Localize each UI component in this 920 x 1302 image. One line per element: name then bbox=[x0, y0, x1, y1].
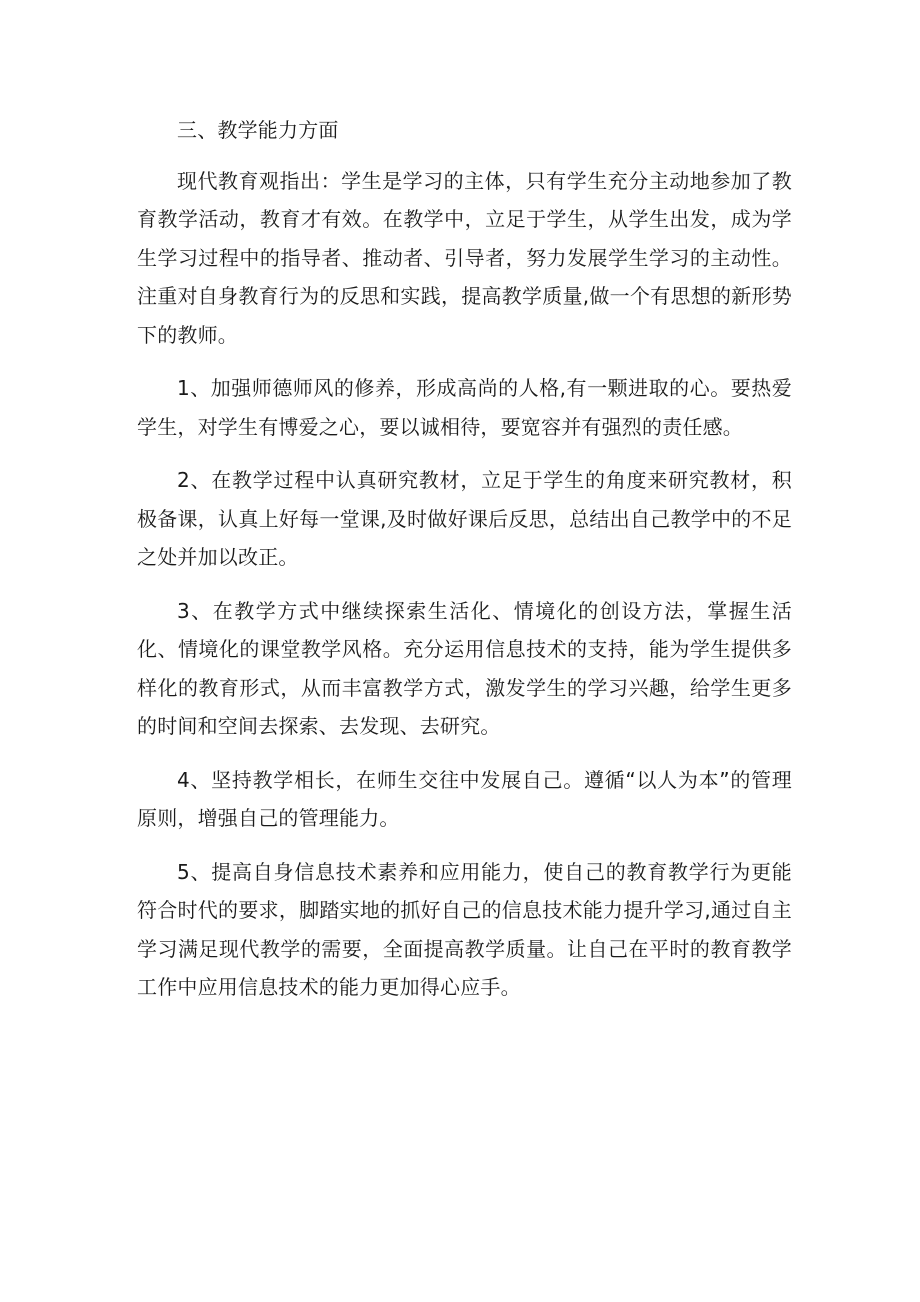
list-item-2: 2、在教学过程中认真研究教材，立足于学生的角度来研究教材，积极备课，认真上好每一堂课,及时做好课后反思，总结出自己教学中的不足之处并加以改正。 bbox=[137, 468, 792, 569]
intro-paragraph: 现代教育观指出：学生是学习的主体，只有学生充分主动地参加了教育教学活动，教育才有效。在教学中，立足于学生，从学生出发，成为学生学习过程中的指导者、推动者、引导者，努力发展学生学习的主动性。注重对自身教育行为的反思和实践，提高教学质量,做一个有思想的新形势下的教师。 bbox=[137, 168, 792, 347]
list-item-5: 5、提高自身信息技术素养和应用能力，使自己的教育教学行为更能符合时代的要求，脚踏实地的抓好自己的信息技术能力提升学习,通过自主学习满足现代教学的需要，全面提高教学质量。让自己在平时的教育教学工作中应用信息技术的能力更加得心应手。 bbox=[137, 859, 792, 999]
section-heading: 三、教学能力方面 bbox=[177, 118, 339, 142]
list-item-3: 3、在教学方式中继续探索生活化、情境化的创设方法，掌握生活化、情境化的课堂教学风格。充分运用信息技术的支持，能为学生提供多样化的教育形式，从而丰富教学方式，激发学生的学习兴趣，给学生更多的时间和空间去探索、去发现、去研究。 bbox=[137, 598, 792, 738]
list-item-1: 1、加强师德师风的修养，形成高尚的人格,有一颗进取的心。要热爱学生，对学生有博爱之心，要以诚相待，要宽容并有强烈的责任感。 bbox=[137, 376, 792, 439]
list-item-4: 4、坚持教学相长，在师生交往中发展自己。遵循“以人为本”的管理原则，增强自己的管理能力。 bbox=[137, 767, 792, 830]
document-body bbox=[137, 111, 792, 1022]
